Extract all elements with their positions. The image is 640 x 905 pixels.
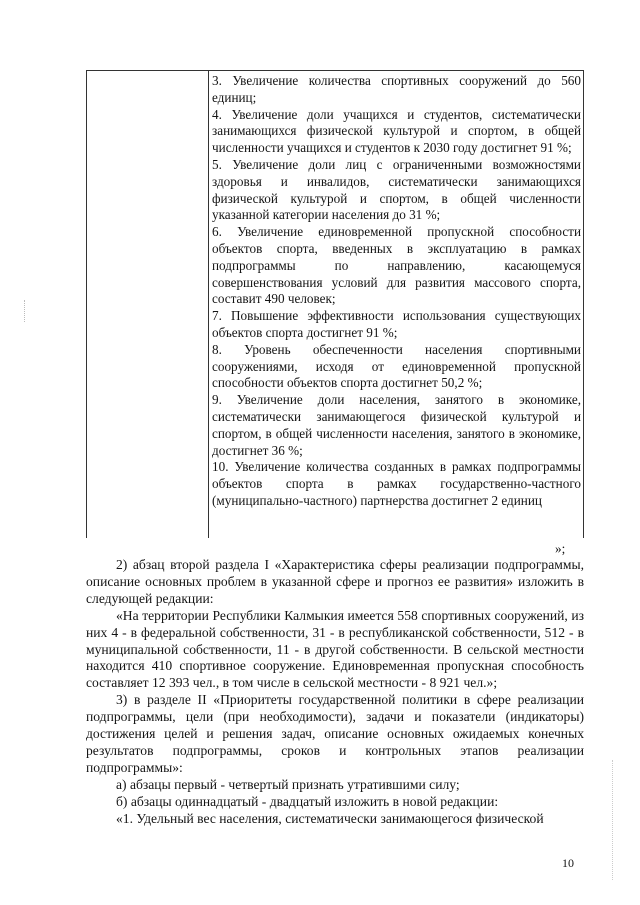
document-body	[86, 557, 584, 828]
page-number: 10	[562, 856, 574, 870]
table-item: 4. Увеличение доли учащихся и студентов, систематически занимающихся физической культурой и спортом, в общей численности учащихся и студентов к 2030 году достигнет 91 %;	[212, 106, 581, 156]
paragraph: б) абзацы одиннадцатый - двадцатый изложить в новой редакции:	[116, 793, 499, 809]
paragraph: 2) абзац второй раздела I «Характеристика сферы реализации подпрограммы, описание основных проблем в указанной сфере и прогноз ее развития» изложить в следующей редакции:	[86, 557, 584, 606]
indicators-table	[86, 70, 584, 538]
table-item: 9. Увеличение доли населения, занятого в экономике, систематически занимающегося физической культурой и спортом, в общей численности населения, занятого в экономике, достигнет 36 %;	[212, 392, 581, 458]
table-left-column	[87, 71, 209, 538]
scan-margin-mark	[24, 300, 26, 322]
table-indicators-cell	[212, 73, 581, 510]
table-item: 6. Увеличение единовременной пропускной способности объектов спорта, введенных в эксплуатацию в рамках подпрограммы по направлению, касающемуся совершенствования условий для развития массового спорта, составит 490 человек;	[212, 224, 581, 307]
scan-margin-mark-right	[612, 760, 614, 880]
table-item: 10. Увеличение количества созданных в рамках подпрограммы объектов спорта в рамках государственно-частного (муниципально-частного) партнерства достигнет 2 единиц	[212, 459, 581, 508]
paragraph: «На территории Республики Калмыкия имеется 558 спортивных сооружений, из них 4 - в федеральной собственности, 31 - в республиканской собственности, 512 - в муниципальной собственности, 11 - в другой собственности. В сельской местности находится 410 спортивное сооружение. Единовременная пропускная способность составляет 12 393 чел., в том числе в сельской местности - 8 921 чел.»;	[86, 607, 584, 691]
table-closing-quote: »;	[555, 541, 566, 556]
paragraph: 3) в разделе II «Приоритеты государственной политики в сфере реализации подпрограммы, цели (при необходимости), задачи и показатели (индикаторы) достижения целей и решения задач, описание основных ожидаемых конечных результатов подпрограммы, сроков и контрольных этапов реализации подпрограммы»:	[86, 692, 584, 775]
table-item: 7. Повышение эффективности использования существующих объектов спорта достигнет 91 %;	[212, 308, 581, 340]
paragraph: а) абзацы первый - четвертый признать утратившими силу;	[116, 776, 460, 792]
table-item: 5. Увеличение доли лиц с ограниченными возможностями здоровья и инвалидов, систематически занимающихся физической культурой и спортом, в общей численности указанной категории населения до 31 %;	[212, 156, 581, 223]
paragraph: «1. Удельный вес населения, систематически занимающегося физической	[116, 810, 544, 826]
table-item: 8. Уровень обеспеченности населения спортивными сооружениями, исходя от единовременной пропускной способности объектов спорта достигнет 50,2 %;	[212, 341, 581, 391]
table-item: 3. Увеличение количества спортивных сооружений до 560 единиц;	[212, 73, 581, 105]
